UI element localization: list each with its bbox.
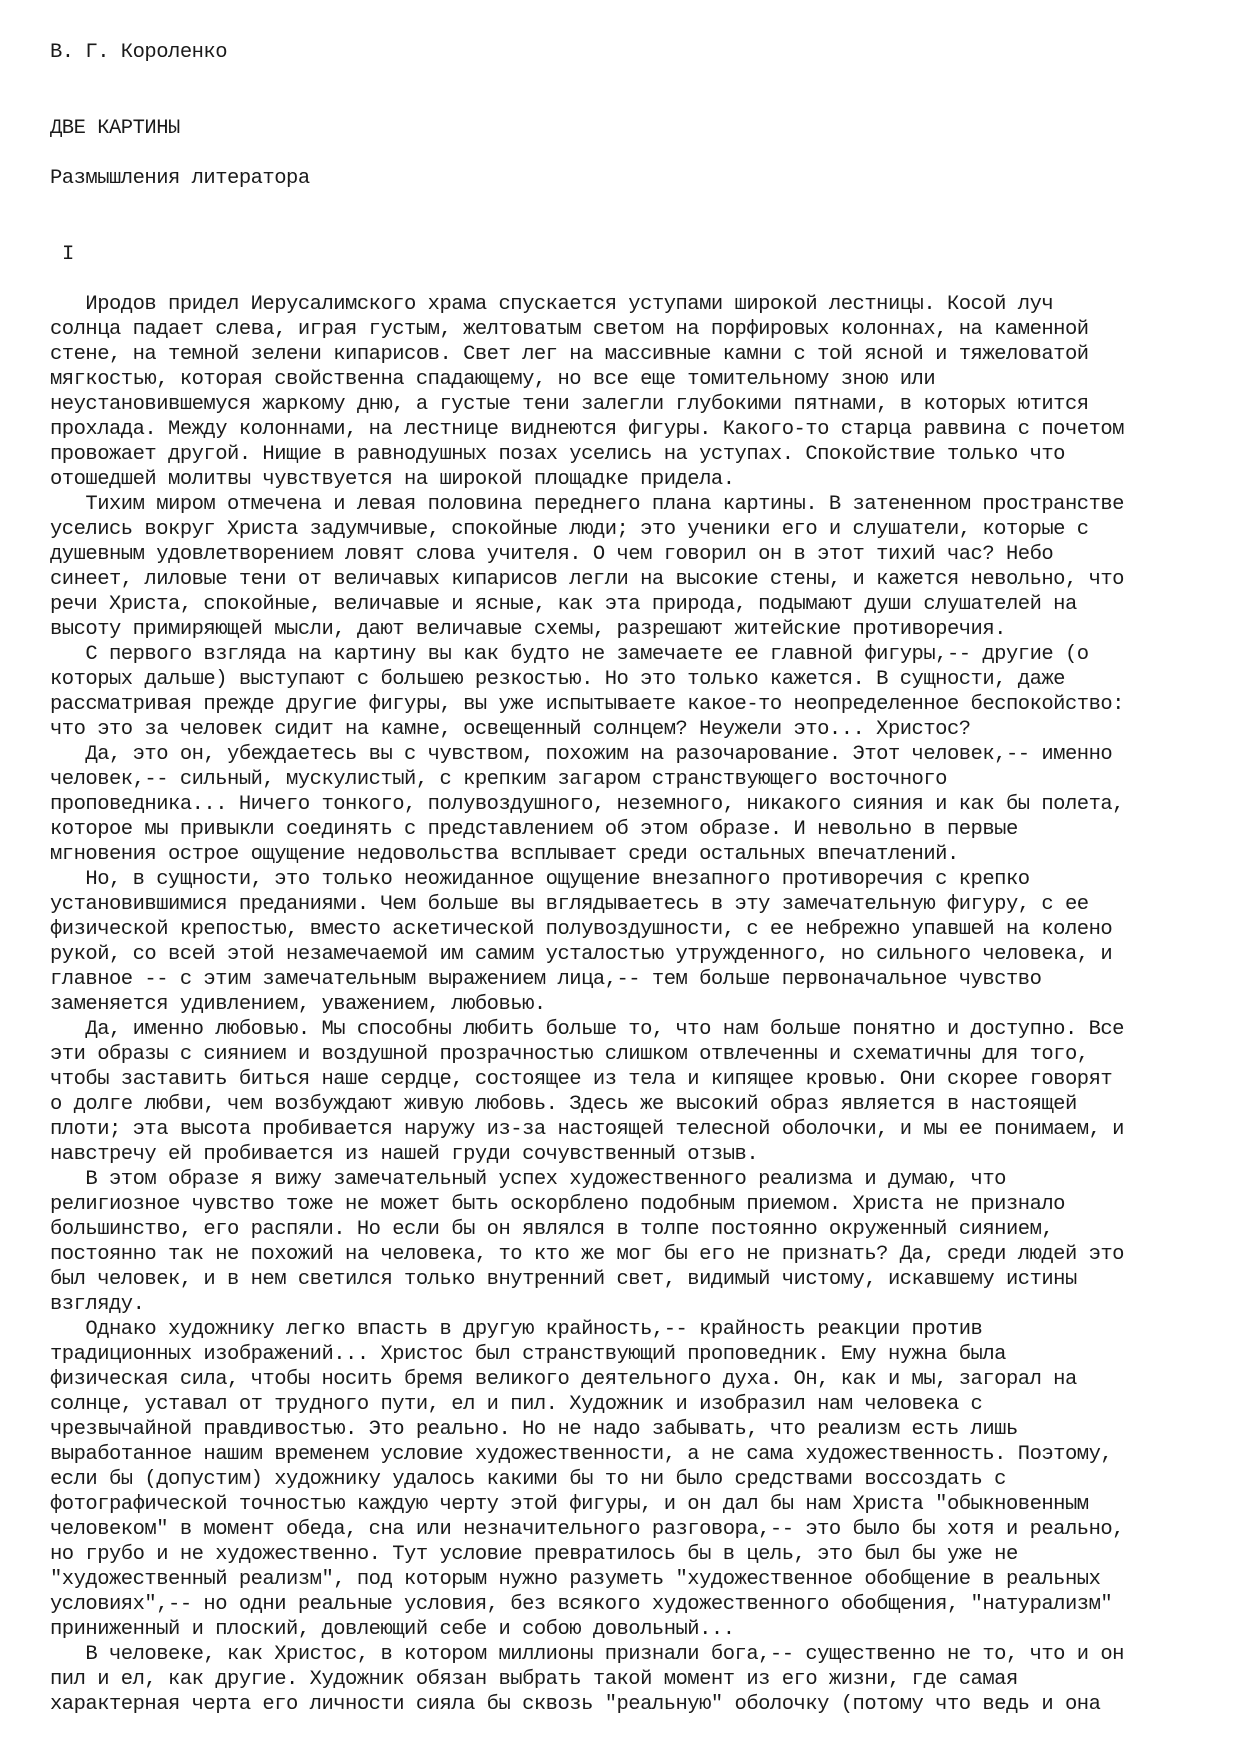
text-line: большинство, его распяли. Но если бы он являлся в толпе постоянно окруженный сиянием,	[50, 1218, 1054, 1241]
text-line: душевным удовлетворением ловят слова учителя. О чем говорил он в этот тихий час? Небо	[50, 543, 1054, 566]
document-title: ДВЕ КАРТИНЫ	[50, 117, 180, 140]
text-line: постоянно так не похожий на человека, то кто же мог бы его не признать? Да, среди людей это	[50, 1243, 1124, 1266]
text-line: солнце, уставал от трудного пути, ел и пил. Художник и изобразил нам человека с	[50, 1393, 983, 1416]
text-line: фотографической точностью каждую черту этой фигуры, и он дал бы нам Христа "обыкновенным	[50, 1493, 1089, 1516]
text-line: прохлада. Между колоннами, на лестнице виднеются фигуры. Какого-то старца раввина с почетом	[50, 418, 1124, 441]
text-line: о долге любви, чем возбуждают живую любовь. Здесь же высокий образ является в настоящей	[50, 1093, 1077, 1116]
text-line: провожает другой. Нищие в равнодушных позах уселись на уступах. Спокойствие только что	[50, 443, 1065, 466]
text-line: взгляду.	[50, 1293, 145, 1316]
text-line: чтобы заставить биться наше сердце, состоящее из тела и кипящее кровью. Они скорее говорят	[50, 1068, 1113, 1091]
body-text	[50, 292, 1210, 1717]
author-name: В. Г. Короленко	[50, 41, 228, 64]
document-subtitle: Размышления литератора	[50, 167, 310, 190]
text-line: Да, это он, убеждаетесь вы с чувством, похожим на разочарование. Этот человек,-- именно	[50, 743, 1113, 766]
text-line: характерная черта его личности сияла бы сквозь "реальную" оболочку (потому что ведь и она	[50, 1693, 1101, 1716]
text-line: эти образы с сиянием и воздушной прозрачностью слишком отвлеченны и схематичны для того,	[50, 1043, 1089, 1066]
chapter-number: I	[62, 243, 74, 266]
text-line: религиозное чувство тоже не может быть оскорблено подобным приемом. Христа не признало	[50, 1193, 1065, 1216]
text-line: но грубо и не художественно. Тут условие превратилось бы в цель, это был бы уже не	[50, 1543, 1018, 1566]
text-line: установившимися преданиями. Чем больше вы вглядываетесь в эту замечательную фигуру, с ее	[50, 893, 1089, 916]
text-line: традиционных изображений... Христос был странствующий проповедник. Ему нужна была	[50, 1343, 1006, 1366]
text-line: стене, на темной зелени кипарисов. Свет лег на массивные камни с той ясной и тяжеловатой	[50, 343, 1089, 366]
text-line: речи Христа, спокойные, величавые и ясные, как эта природа, подымают души слушателей на	[50, 593, 1077, 616]
text-line: условиях",-- но одни реальные условия, без всякого художественного обобщения, "натурализм"	[50, 1593, 1113, 1616]
text-line: рассматривая прежде другие фигуры, вы уже испытываете какое-то неопределенное беспокойство:	[50, 693, 1124, 716]
text-line: пил и ел, как другие. Художник обязан выбрать такой момент из его жизни, где самая	[50, 1668, 1018, 1691]
text-line: уселись вокруг Христа задумчивые, спокойные люди; это ученики его и слушатели, которые с	[50, 518, 1089, 541]
text-line: навстречу ей пробивается из нашей груди сочувственный отзыв.	[50, 1143, 759, 1166]
text-line: физической крепостью, вместо аскетической полувоздушности, с ее небрежно упавшей на колено	[50, 918, 1113, 941]
text-line: приниженный и плоский, довлеющий себе и собою довольный...	[50, 1618, 735, 1641]
text-line: В этом образе я вижу замечательный успех художественного реализма и думаю, что	[50, 1168, 1006, 1191]
text-line: отошедшей молитвы чувствуется на широкой площадке придела.	[50, 468, 735, 491]
text-line: человек,-- сильный, мускулистый, с крепким загаром странствующего восточного	[50, 768, 947, 791]
text-line: что это за человек сидит на камне, освещенный солнцем? Неужели это... Христос?	[50, 718, 971, 741]
text-line: выработанное нашим временем условие художественности, а не сама художественность. Поэтому,	[50, 1443, 1113, 1466]
text-line: заменяется удивлением, уважением, любовью.	[50, 993, 546, 1016]
text-line: "художественный реализм", под которым нужно разуметь "художественное обобщение в реальных	[50, 1568, 1101, 1591]
text-line: Иродов придел Иерусалимского храма спускается уступами широкой лестницы. Косой луч	[50, 293, 1054, 316]
text-line: С первого взгляда на картину вы как будто не замечаете ее главной фигуры,-- другие (о	[50, 643, 1089, 666]
text-line: если бы (допустим) художнику удалось какими бы то ни было средствами воссоздать с	[50, 1468, 1006, 1491]
text-line: синеет, лиловые тени от величавых кипарисов легли на высокие стены, и кажется невольно, что	[50, 568, 1124, 591]
text-line: проповедника... Ничего тонкого, полувоздушного, неземного, никакого сияния и как бы полета,	[50, 793, 1124, 816]
text-line: плоти; эта высота пробивается наружу из-за настоящей телесной оболочки, и мы ее понимаем, и	[50, 1118, 1124, 1141]
text-line: Тихим миром отмечена и левая половина переднего плана картины. В затененном пространстве	[50, 493, 1124, 516]
text-line: мгновения острое ощущение недовольства всплывает среди остальных впечатлений.	[50, 843, 959, 866]
text-line: В человеке, как Христос, в котором миллионы признали бога,-- существенно не то, что и он	[50, 1643, 1124, 1666]
text-line: высоту примиряющей мысли, дают величавые схемы, разрешают житейские противоречия.	[50, 618, 1006, 641]
text-line: неустановившемуся жаркому дню, а густые тени залегли глубокими пятнами, в которых ютится	[50, 393, 1089, 416]
text-line: рукой, со всей этой незамечаемой им самим усталостью утружденного, но сильного человека, и	[50, 943, 1113, 966]
text-line: которых дальше) выступают с большею резкостью. Но это только кажется. В сущности, даже	[50, 668, 1065, 691]
text-line: Однако художнику легко впасть в другую крайность,-- крайность реакции против	[50, 1318, 983, 1341]
text-line: человеком" в момент обеда, сна или незначительного разговора,-- это было бы хотя и реально,	[50, 1518, 1124, 1541]
text-line: мягкостью, которая свойственна спадающему, но все еще томительному зною или	[50, 368, 936, 391]
text-line: которое мы привыкли соединять с представлением об этом образе. И невольно в первые	[50, 818, 1018, 841]
text-line: главное -- с этим замечательным выражением лица,-- тем больше первоначальное чувство	[50, 968, 1042, 991]
text-line: Но, в сущности, это только неожиданное ощущение внезапного противоречия с крепко	[50, 868, 1030, 891]
text-line: физическая сила, чтобы носить бремя великого деятельного духа. Он, как и мы, загорал на	[50, 1368, 1077, 1391]
text-line: чрезвычайной правдивостью. Это реально. Но не надо забывать, что реализм есть лишь	[50, 1418, 1018, 1441]
text-line: солнца падает слева, играя густым, желтоватым светом на порфировых колоннах, на каменной	[50, 318, 1089, 341]
text-line: Да, именно любовью. Мы способны любить больше то, что нам больше понятно и доступно. Все	[50, 1018, 1124, 1041]
text-line: был человек, и в нем светился только внутренний свет, видимый чистому, искавшему истины	[50, 1268, 1077, 1291]
